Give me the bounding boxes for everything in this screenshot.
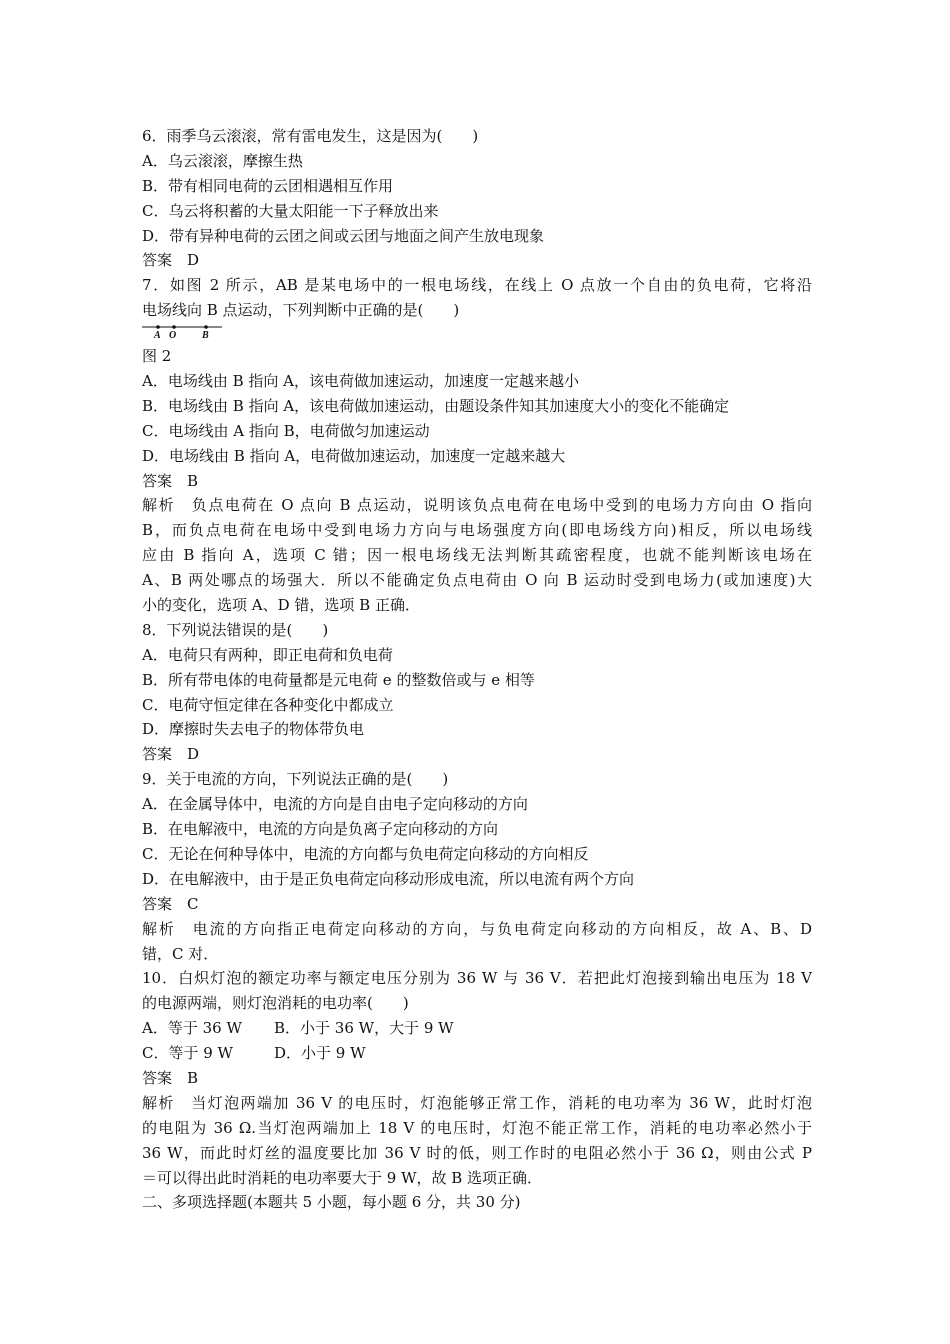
- point-b-dot: [204, 325, 208, 329]
- option-b: B．小于 36 W，大于 9 W: [274, 1019, 454, 1038]
- analysis-line-1: 解析 电流的方向指正电荷定向移动的方向，与负电荷定向移动的方向相反，故 A、B、D: [142, 919, 812, 938]
- option-a: A．电荷只有两种，即正电荷和负电荷: [142, 645, 393, 664]
- question-stem-line-1: 7．如图 2 所示，AB 是某电场中的一根电场线，在线上 O 点放一个自由的负电荷，它将沿: [142, 276, 812, 295]
- question-stem-line-2: 电场线向 B 点运动，下列判断中正确的是( ): [142, 301, 460, 320]
- point-o-label: O: [169, 330, 177, 342]
- options-row-1: [142, 1016, 812, 1041]
- question-stem: 6．雨季乌云滚滚，常有雷电发生，这是因为( ): [142, 127, 479, 145]
- option-c: C．电场线由 A 指向 B，电荷做匀加速运动: [142, 421, 430, 440]
- option-a: A．乌云滚滚，摩擦生热: [142, 151, 303, 170]
- question-10: [142, 966, 812, 1190]
- option-d: D．电场线由 B 指向 A，电荷做加速运动，加速度一定越来越大: [142, 446, 566, 465]
- question-7: [142, 273, 812, 618]
- answer: 答案 B: [142, 1068, 199, 1087]
- question-9: [142, 767, 812, 966]
- option-b: B．在电解液中，电流的方向是负离子定向移动的方向: [142, 820, 499, 839]
- point-a-dot: [156, 325, 160, 329]
- question-8: [142, 618, 812, 767]
- answer: 答案 D: [142, 251, 200, 270]
- option-b: B．带有相同电荷的云团相遇相互作用: [142, 176, 394, 195]
- option-c: C．电荷守恒定律在各种变化中都成立: [142, 695, 394, 714]
- answer: 答案 C: [142, 894, 199, 913]
- analysis-line-2: B，而负点电荷在电场中受到电场力方向与电场强度方向(即电场线方向)相反，所以电场线: [142, 521, 812, 540]
- question-stem: 9．关于电流的方向，下列说法正确的是( ): [142, 770, 449, 789]
- analysis-line-3: 应由 B 指向 A，选项 C 错；因一根电场线无法判断其疏密程度，也就不能判断该电场在: [142, 546, 812, 565]
- question-stem-line-1: 10．白炽灯泡的额定功率与额定电压分别为 36 W 与 36 V．若把此灯泡接到输出电压为 18 V: [142, 969, 812, 988]
- option-a: A．在金属导体中，电流的方向是自由电子定向移动的方向: [142, 795, 528, 814]
- option-d: D．小于 9 W: [274, 1044, 366, 1063]
- option-d: D．摩擦时失去电子的物体带负电: [142, 720, 365, 739]
- analysis-line-3: 36 W，而此时灯丝的温度要比加 36 V 时的低，则工作时的电阻必然小于 36 Ω，则由公式 P: [142, 1143, 812, 1162]
- option-c: C．等于 9 W: [142, 1044, 233, 1063]
- answer: 答案 B: [142, 471, 199, 490]
- option-c: C．乌云将积蓄的大量太阳能一下子释放出来: [142, 201, 439, 220]
- options-row-2: [142, 1041, 812, 1066]
- analysis-line-1: 解析 负点电荷在 O 点向 B 点运动，说明该负点电荷在电场中受到的电场力方向由 O 指向: [142, 496, 812, 515]
- option-d: D．在电解液中，由于是正负电荷定向移动形成电流，所以电流有两个方向: [142, 869, 635, 888]
- point-b-label: B: [202, 330, 209, 342]
- point-a-label: A: [154, 330, 161, 342]
- analysis-line-4: A、B 两处哪点的场强大．所以不能确定负点电荷由 O 向 B 运动时受到电场力(或加速度)大: [142, 571, 812, 590]
- option-a: A．等于 36 W: [142, 1019, 242, 1038]
- point-o-dot: [172, 325, 176, 329]
- option-b: B．电场线由 B 指向 A，该电荷做加速运动，由题设条件知其加速度大小的变化不能确定: [142, 396, 730, 415]
- question-stem-line-2: 的电源两端，则灯泡消耗的电功率( ): [142, 994, 409, 1013]
- answer: 答案 D: [142, 745, 200, 764]
- option-a: A．电场线由 B 指向 A，该电荷做加速运动，加速度一定越来越小: [142, 372, 579, 391]
- electric-field-line-figure: [142, 324, 812, 344]
- option-d: D．带有异种电荷的云团之间或云团与地面之间产生放电现象: [142, 226, 545, 245]
- question-stem: 8．下列说法错误的是( ): [142, 620, 329, 639]
- option-b: B．所有带电体的电荷量都是元电荷 e 的整数倍或与 e 相等: [142, 670, 535, 689]
- analysis-line-2: 的电阻为 36 Ω.当灯泡两端加上 18 V 的电压时，灯泡不能正常工作，消耗的电功率必然小于: [142, 1118, 812, 1137]
- option-c: C．无论在何种导体中，电流的方向都与负电荷定向移动的方向相反: [142, 844, 589, 863]
- analysis-line-4: ＝可以得出此时消耗的电功率要大于 9 W，故 B 选项正确．: [142, 1168, 543, 1187]
- document-page: [142, 124, 812, 1215]
- figure-caption: 图 2: [142, 347, 172, 366]
- section-heading: 二、多项选择题(本题共 5 小题，每小题 6 分，共 30 分): [142, 1193, 521, 1212]
- analysis-line-1: 解析 当灯泡两端加 36 V 的电压时，灯泡能够正常工作，消耗的电功率为 36 W，此时灯泡: [142, 1093, 812, 1112]
- analysis-line-2: 错，C 对．: [142, 944, 219, 963]
- question-6: [142, 124, 812, 273]
- analysis-line-5: 小的变化，选项 A、D 错，选项 B 正确．: [142, 596, 420, 615]
